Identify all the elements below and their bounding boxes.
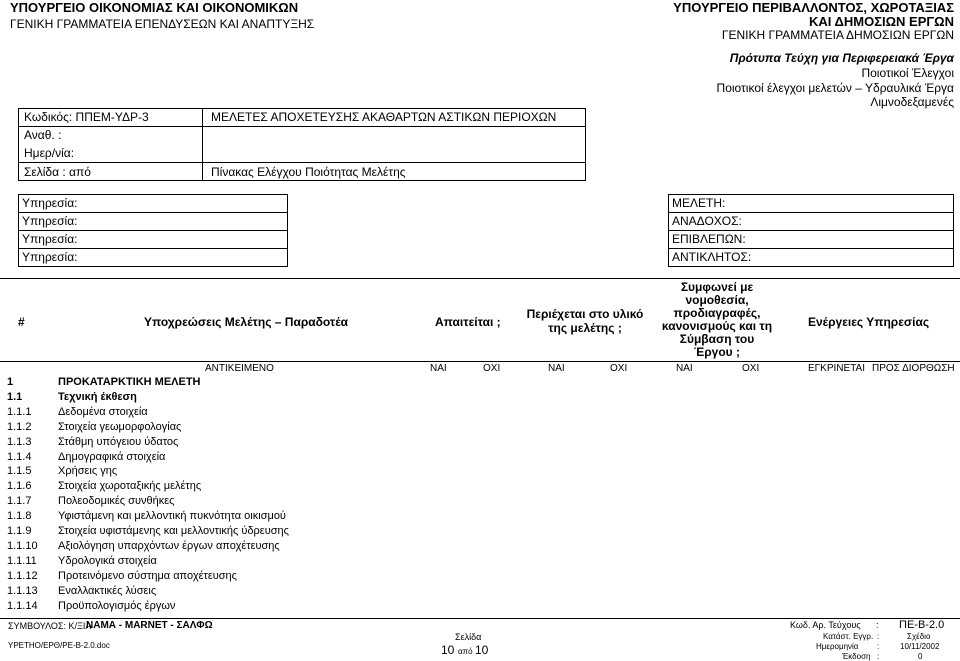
service-label: Υπηρεσία: [22,232,78,246]
project-line [668,212,954,213]
doc-revision: Αναθ. : [24,128,62,142]
row-text: Υφιστάμενη και μελλοντική πυκνότητα οικισμού [58,510,286,523]
consultants-name: ΝΑΜΑ - MARNET - ΣΑΛΦΩ [86,620,213,631]
row-number: 1.1 [7,390,23,403]
project-line [668,248,954,249]
row-number: 1.1.5 [7,465,32,478]
doc-subtitle: Πίνακας Ελέγχου Ποιότητας Μελέτης [211,165,406,179]
table-row [0,480,960,495]
contractor-label: ΑΝΑΔΟΧΟΣ: [672,214,742,228]
col-header-obligations: Υποχρεώσεις Μελέτης – Παραδοτέα [144,315,349,329]
row-number: 1.1.10 [7,539,38,552]
page-current: 10 [441,643,455,657]
table-row [0,421,960,436]
service-line [18,230,288,231]
row-text: Στάθμη υπόγειου ύδατος [58,435,179,448]
table-row [0,585,960,600]
col-header-actions: Ενέργειες Υπηρεσίας [808,315,930,329]
doc-subcategory: Ποιοτικοί έλεγχοι μελετών – Υδραυλικά Έργα [716,81,954,95]
subheader-no: ΟΧΙ [610,363,628,374]
ministry-right-subtitle: ΓΕΝΙΚΗ ΓΡΑΜΜΑΤΕΙΑ ΔΗΜΟΣΙΩΝ ΕΡΓΩΝ [721,28,954,42]
ministry-right-title-1: ΥΠΟΥΡΓΕΙΟ ΠΕΡΙΒΑΛΛΟΝΤΟΣ, ΧΩΡΟΤΑΞΙΑΣ [673,0,954,15]
table-row [0,451,960,466]
row-text: Χρήσεις γης [58,465,118,478]
table-row [0,555,960,570]
date-label: Ημερομηνία [816,642,859,651]
service-label: Υπηρεσία: [22,250,78,264]
row-text: Στοιχεία γεωμορφολογίας [58,420,182,433]
row-text: Τεχνική έκθεση [58,390,137,403]
file-name: ΥΡΕΤΗΟ/ΕΡΘ/ΡΕ-Β-2.0.doc [8,641,110,650]
subheader-approve: ΕΓΚΡΙΝΕΤΑΙ [808,363,866,374]
row-text: Στοιχεία χωροταξικής μελέτης [58,480,202,493]
subheader-yes: ΝΑΙ [548,363,565,374]
col-header-complies-2: νομοθεσία, [685,293,749,307]
code-value: ΠΕ-Β-2.0 [899,619,945,631]
edition-label: Έκδοση [842,652,871,661]
row-number: 1.1.6 [7,480,32,493]
col-header-complies-4: κανονισμούς και τη [661,319,773,333]
row-number: 1.1.2 [7,420,32,433]
row-text: Δημογραφικά στοιχεία [58,450,166,463]
col-header-included-1: Περιέχεται στο υλικό [526,307,644,321]
row-text: Προτεινόμενο σύστημα αποχέτευσης [58,569,237,582]
row-text: ΠΡΟΚΑΤΑΡΚΤΙΚΗ ΜΕΛΕΤΗ [58,376,201,388]
col-header-complies-6: Έργου ; [694,345,740,359]
table-top-line [0,278,960,279]
ministry-left-title: ΥΠΟΥΡΓΕΙΟ ΟΙΚΟΝΟΜΙΑΣ ΚΑΙ ΟΙΚΟΝΟΜΙΚΩΝ [10,0,299,15]
row-text: Στοιχεία υφιστάμενης και μελλοντικής ύδρευσης [58,525,289,537]
consultants-label: ΣΥΜΒΟΥΛΟΣ: Κ/ΞΙΑ [8,621,92,631]
subheader-no: ΟΧΙ [742,363,760,374]
ministry-left-subtitle: ΓΕΝΙΚΗ ΓΡΑΜΜΑΤΕΙΑ ΕΠΕΝΔΥΣΕΩΝ ΚΑΙ ΑΝΑΠΤΥΞΗΣ [10,17,315,31]
row-text: Προϋπολογισμός έργων [58,599,176,612]
service-line [18,212,288,213]
doc-date: Ημερ/νία: [24,146,75,160]
info-box-divider [202,108,203,181]
col-header-complies-3: προδιαγραφές, [673,306,761,320]
row-number: 1 [7,376,14,388]
row-number: 1.1.11 [7,554,37,567]
table-row [0,406,960,421]
project-line [668,230,954,231]
row-text: Αξιολόγηση υπαρχόντων έργων αποχέτευσης [58,539,280,552]
doc-page: Σελίδα : από [24,165,91,179]
row-number: 1.1.4 [7,450,32,463]
table-row [0,376,960,391]
doc-topic: Λιμνοδεξαμενές [870,95,954,109]
row-text: Υδρολογικά στοιχεία [58,554,157,567]
doc-code: Κωδικός: ΠΠΕΜ-ΥΔΡ-3 [24,110,149,124]
table-row [0,540,960,555]
table-row [0,465,960,480]
ministry-right-title-2: ΚΑΙ ΔΗΜΟΣΙΩΝ ΕΡΓΩΝ [809,14,954,29]
code-colon: : [876,620,879,630]
info-box-line [18,126,586,127]
row-number: 1.1.1 [7,405,32,418]
table-row [0,525,960,540]
row-text: Πολεοδομικές συνθήκες [58,495,175,508]
page-of: από [458,647,473,656]
edition-colon: : [877,652,880,661]
table-row [0,495,960,510]
service-label: Υπηρεσία: [22,214,78,228]
page-label: Σελίδα [455,632,482,642]
subheader-object: ΑΝΤΙΚΕΙΜΕΝΟ [205,363,274,374]
row-number: 1.1.14 [7,599,38,612]
stage-label: Κατάστ. Εγγρ. [823,632,874,641]
row-text: Δεδομένα στοιχεία [58,405,148,418]
table-row [0,600,960,615]
table-header-line [0,361,960,362]
counterpart-label: ΑΝΤΙΚΛΗΤΟΣ: [672,250,752,264]
row-number: 1.1.13 [7,584,38,597]
doc-title: ΜΕΛΕΤΕΣ ΑΠΟΧΕΤΕΥΣΗΣ ΑΚΑΘΑΡΤΩΝ ΑΣΤΙΚΩΝ ΠΕΡΙΟΧΩΝ [211,110,557,124]
stage-colon: : [877,632,880,641]
footer-line [0,618,960,619]
row-number: 1.1.3 [7,435,32,448]
date-colon: : [877,642,880,651]
subheader-yes: ΝΑΙ [676,363,693,374]
table-row [0,510,960,525]
edition-value: 0 [918,652,923,661]
doc-series-title: Πρότυπα Τεύχη για Περιφερειακά Έργα [729,51,954,65]
table-row [0,570,960,585]
subheader-yes: ΝΑΙ [430,363,447,374]
col-header-complies-5: Σύμβαση του [679,332,755,346]
stage-value: Σχέδιο [907,632,931,641]
date-value: 10/11/2002 [900,642,940,651]
table-row [0,391,960,406]
service-label: Υπηρεσία: [22,196,78,210]
info-box-line [18,162,586,163]
supervisor-label: ΕΠΙΒΛΕΠΩΝ: [672,232,746,246]
doc-category: Ποιοτικοί Έλεγχοι [861,66,954,80]
service-line [18,248,288,249]
row-number: 1.1.12 [7,569,38,582]
table-row [0,436,960,451]
col-header-required: Απαιτείται ; [435,315,501,329]
row-number: 1.1.7 [7,495,32,508]
code-label: Κωδ. Αρ. Τεύχους [790,620,861,630]
row-text: Εναλλακτικές λύσεις [58,584,157,597]
row-number: 1.1.9 [7,525,32,537]
col-header-included-2: της μελέτης ; [548,321,622,335]
col-header-complies-1: Συμφωνεί με [680,280,754,294]
page-total: 10 [475,643,489,657]
subheader-correct: ΠΡΟΣ ΔΙΟΡΘΩΣΗ [872,363,955,374]
subheader-no: ΟΧΙ [483,363,501,374]
col-header-num: # [18,315,25,329]
study-label: ΜΕΛΕΤΗ: [672,196,726,210]
row-number: 1.1.8 [7,510,32,523]
